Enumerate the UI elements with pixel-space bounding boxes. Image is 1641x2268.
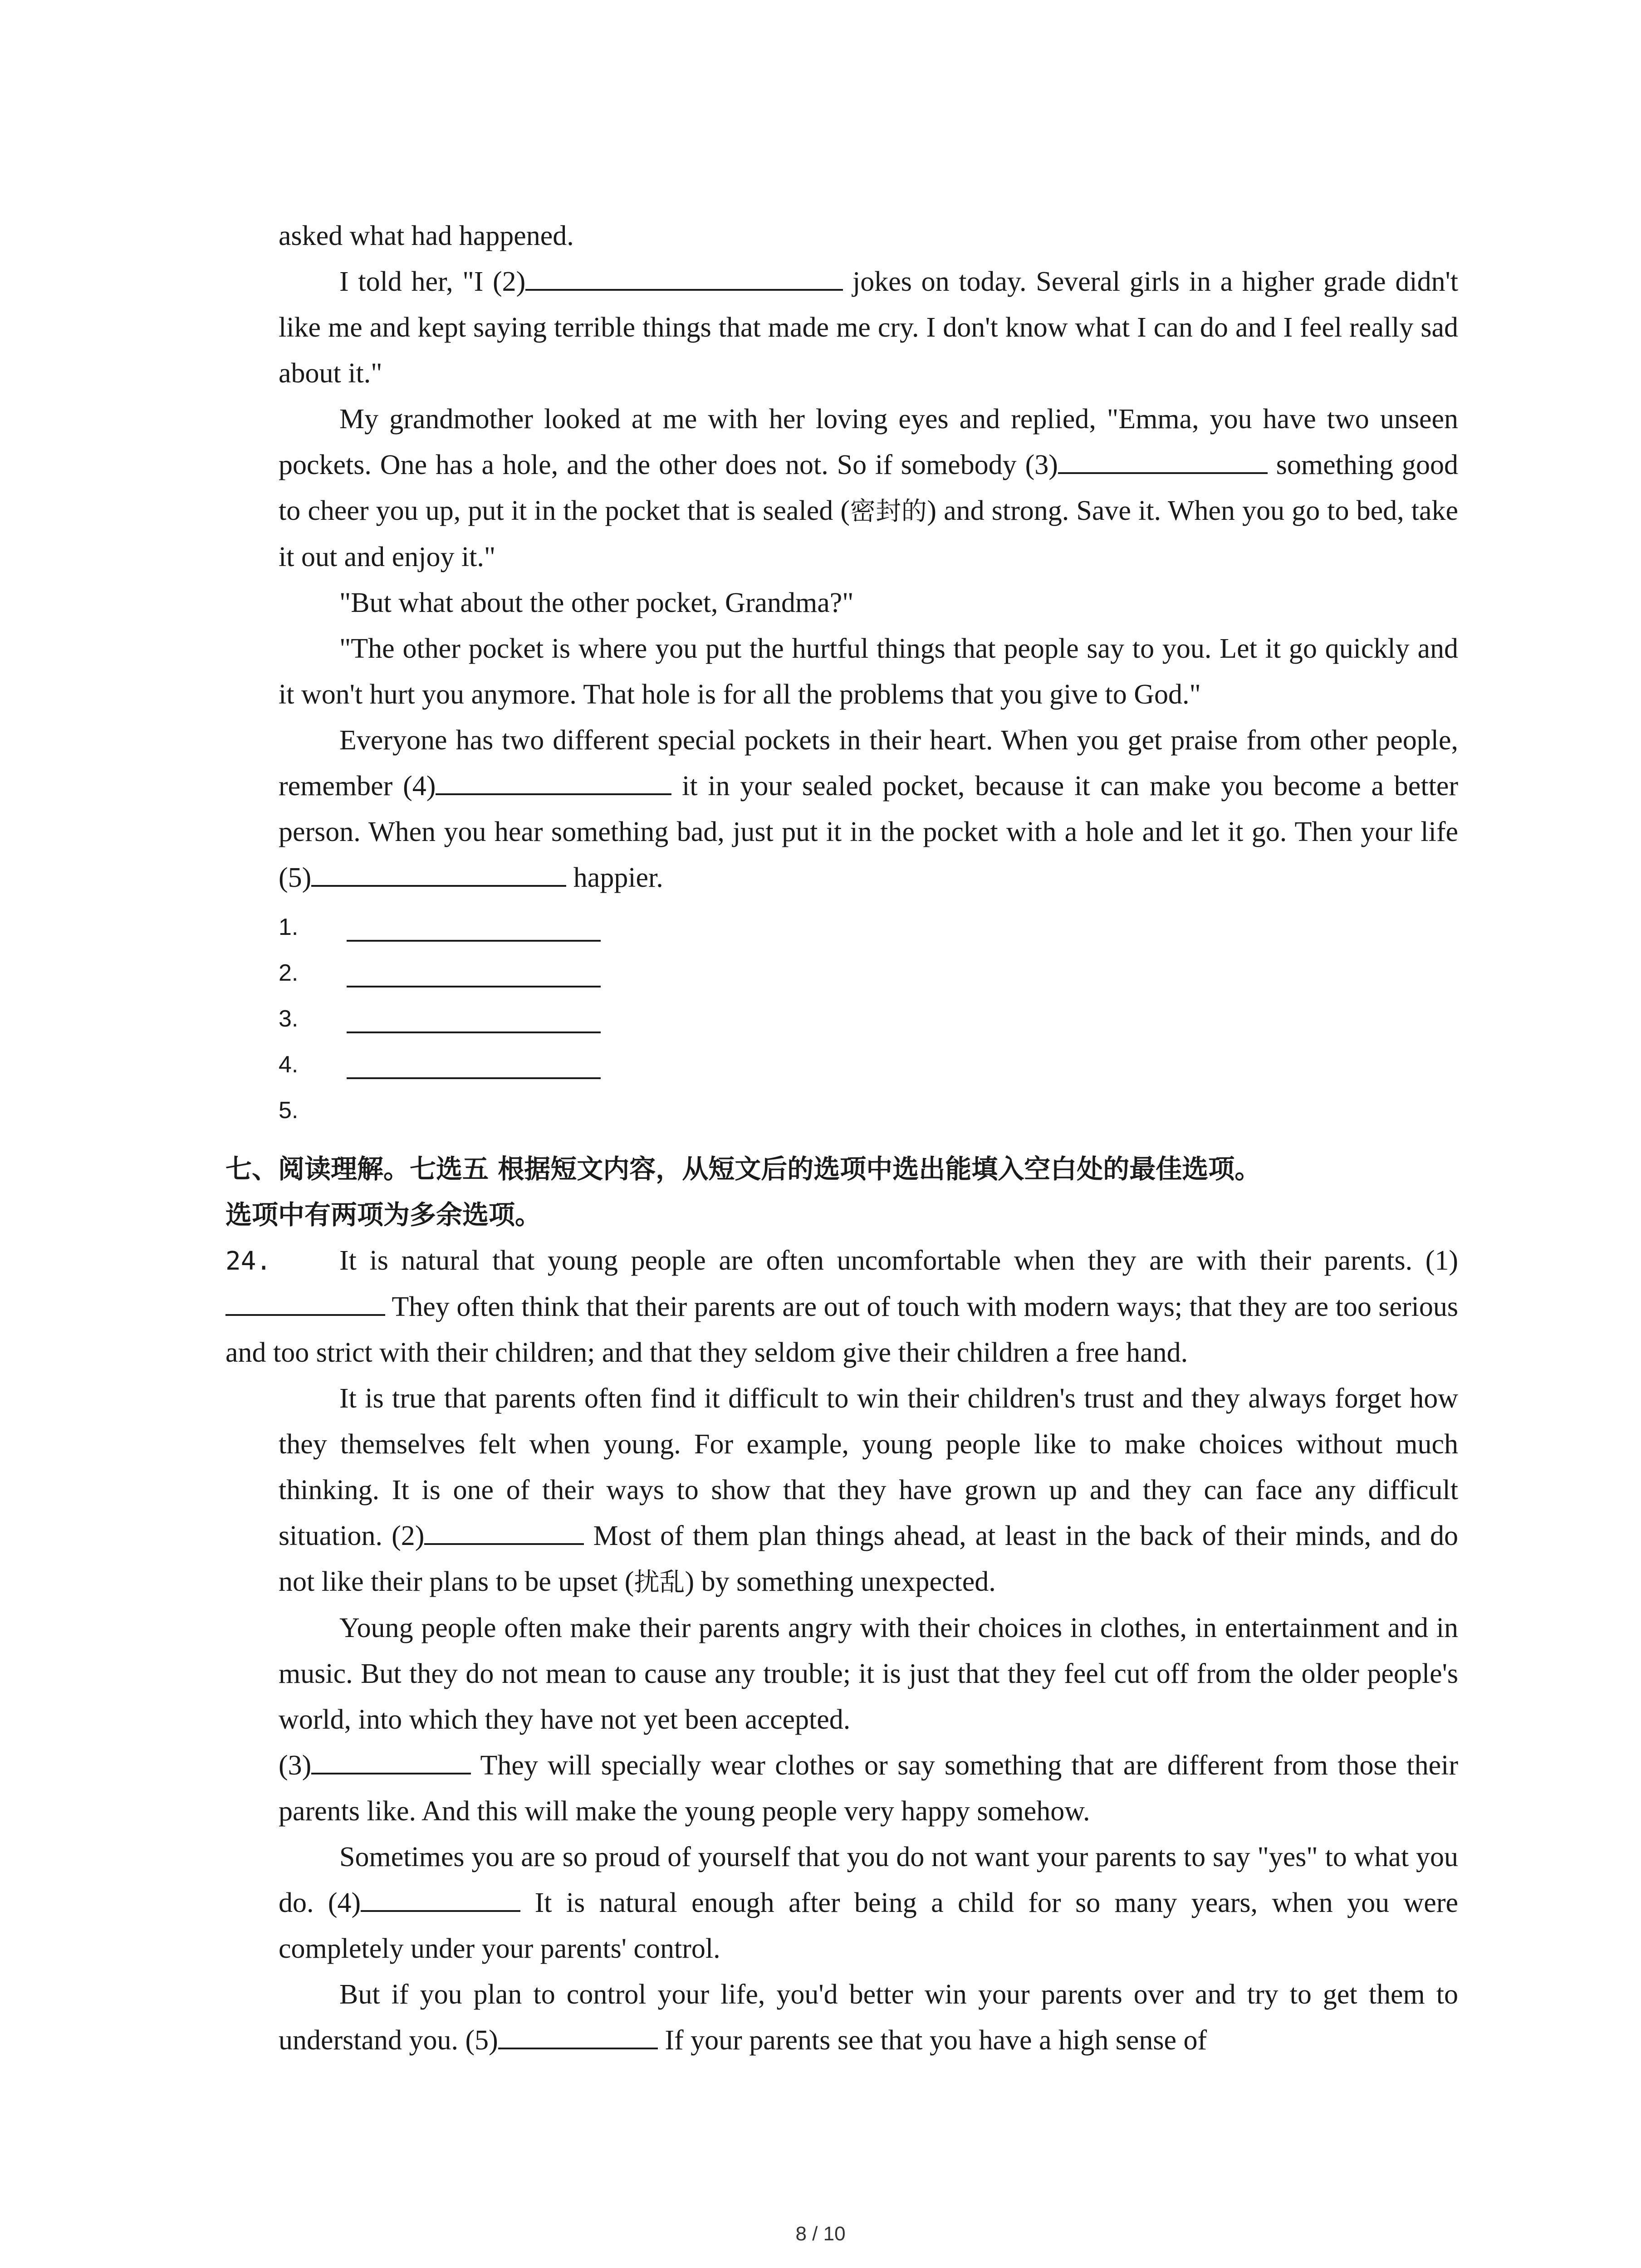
question-number: 24. [225, 1246, 272, 1276]
blank-5[interactable] [498, 2021, 658, 2049]
paragraph-text: Young people often make their parents angry with their choices in clothes, in entertainment and in music. But they do not mean to cause any trouble; it is just that they feel cut off from the older people's world, into which they have not yet been accepted. [279, 1613, 1458, 1735]
paragraph-text: But if you plan to control your life, you'd better win your parents over and try to get them to understand you. (5) [279, 1979, 1458, 2056]
answer-number: 2. [279, 960, 299, 986]
answer-number: 5. [279, 1097, 299, 1124]
blank-3[interactable] [1058, 446, 1268, 474]
blank-2[interactable] [525, 263, 843, 291]
page-number: 8 / 10 [795, 2223, 846, 2245]
blank-3[interactable] [311, 1746, 471, 1774]
paragraph-text: ) by something unexpected. [685, 1566, 996, 1597]
passage2-paragraph-5 [279, 1834, 1458, 1972]
paragraph-text: ) and strong. Save it. When you go to bed, take it out and enjoy it." [279, 495, 1459, 572]
paragraph-text: it in your sealed pocket, because it can make you become a better person. When you hear something bad, just put it in the pocket with a hole and let it go. Then your life (5) [279, 771, 1459, 893]
passage2-paragraph-4 [279, 1743, 1458, 1834]
paragraph-text: jokes on today. Several girls in a higher grade didn't like me and kept saying terrible things that made me cry. I don't know what I can do and I feel really sad about it." [279, 266, 1458, 389]
blank-4[interactable] [436, 767, 671, 795]
paragraph-text: It is natural that young people are often uncomfortable when they are with their parents. (1) [339, 1245, 1458, 1276]
answer-line[interactable] [347, 940, 601, 942]
answer-row-4 [279, 1041, 1458, 1087]
answer-row-3 [279, 995, 1458, 1041]
chinese-gloss: 扰乱 [634, 1568, 685, 1597]
page-content [225, 213, 1459, 2063]
passage1-paragraph-5 [279, 718, 1458, 901]
blank-2[interactable] [424, 1517, 584, 1545]
paragraph-text: asked what had happened. [279, 220, 574, 251]
paragraph-text: It is true that parents often find it difficult to win their children's trust and they always forget how they themselves felt when young. For example, young people like to make choices without much thinking. It is one of their ways to show that they have grown up and they can face any difficult situation. (2) [279, 1383, 1458, 1551]
answer-number: 3. [279, 1006, 299, 1032]
passage1-paragraph-1 [279, 259, 1458, 396]
answer-line[interactable] [347, 986, 601, 987]
passage2-paragraph-3 [279, 1605, 1458, 1743]
answer-row-5 [279, 1087, 1458, 1133]
answer-line[interactable] [347, 1077, 601, 1079]
paragraph-text: happier. [566, 862, 663, 893]
section-heading-line-2: 选项中有两项为多余选项。 [225, 1199, 542, 1230]
paragraph-text: They often think that their parents are out of touch with modern ways; that they are too serious and too strict with their children; and that they seldom give their children a free hand. [225, 1291, 1458, 1368]
passage2-paragraph-2 [279, 1376, 1458, 1605]
paragraph-text: Most of them plan things ahead, at least in the back of their minds, and do not like their plans to be upset ( [279, 1520, 1458, 1597]
paragraph-text: (3) [279, 1750, 312, 1781]
passage1-paragraph-2 [279, 396, 1458, 580]
passage1-paragraph-4 [279, 626, 1458, 718]
passage1-paragraph-0 [279, 213, 1458, 259]
passage2-paragraph-1 [225, 1238, 1458, 1376]
paragraph-text: I told her, "I (2) [339, 266, 526, 297]
paragraph-text: "But what about the other pocket, Grandma?" [339, 587, 854, 618]
section-heading-line-1: 七、阅读理解。七选五 根据短文内容，从短文后的选项中选出能填入空白处的最佳选项。 [225, 1154, 1261, 1184]
blank-5[interactable] [311, 859, 566, 887]
answer-number: 4. [279, 1051, 299, 1078]
paragraph-text: It is natural enough after being a child for so many years, when you were completely under your parents' control. [279, 1887, 1458, 1964]
chinese-gloss: 密封的 [849, 497, 927, 526]
answer-row-2 [279, 949, 1458, 995]
answer-list [279, 904, 1458, 1133]
passage1-paragraph-3 [279, 580, 1458, 626]
section-heading [225, 1146, 1458, 1238]
blank-1[interactable] [225, 1288, 385, 1316]
blank-4[interactable] [361, 1884, 520, 1912]
paragraph-text: something good to cheer you up, put it in the pocket that is sealed ( [279, 450, 1459, 526]
paragraph-text: Everyone has two different special pockets in their heart. When you get praise from other people, remember (4) [279, 725, 1458, 802]
passage2-paragraph-6 [279, 1972, 1458, 2063]
answer-number: 1. [279, 914, 299, 940]
paragraph-text: "The other pocket is where you put the hurtful things that people say to you. Let it go quickly and it won't hurt you anymore. That hole is for all the problems that you give to God." [279, 633, 1458, 710]
answer-line[interactable] [347, 1031, 601, 1033]
paragraph-text: If your parents see that you have a high sense of [657, 2025, 1207, 2056]
paragraph-text: My grandmother looked at me with her loving eyes and replied, "Emma, you have two unseen pockets. One has a hole, and the other does not. So if somebody (3) [279, 404, 1458, 480]
paragraph-text: They will specially wear clothes or say something that are different from those their parents like. And this will make the young people very happy somehow. [279, 1750, 1458, 1827]
paragraph-text: Sometimes you are so proud of yourself that you do not want your parents to say "yes" to what you do. (4) [279, 1842, 1458, 1918]
answer-row-1 [279, 904, 1458, 949]
